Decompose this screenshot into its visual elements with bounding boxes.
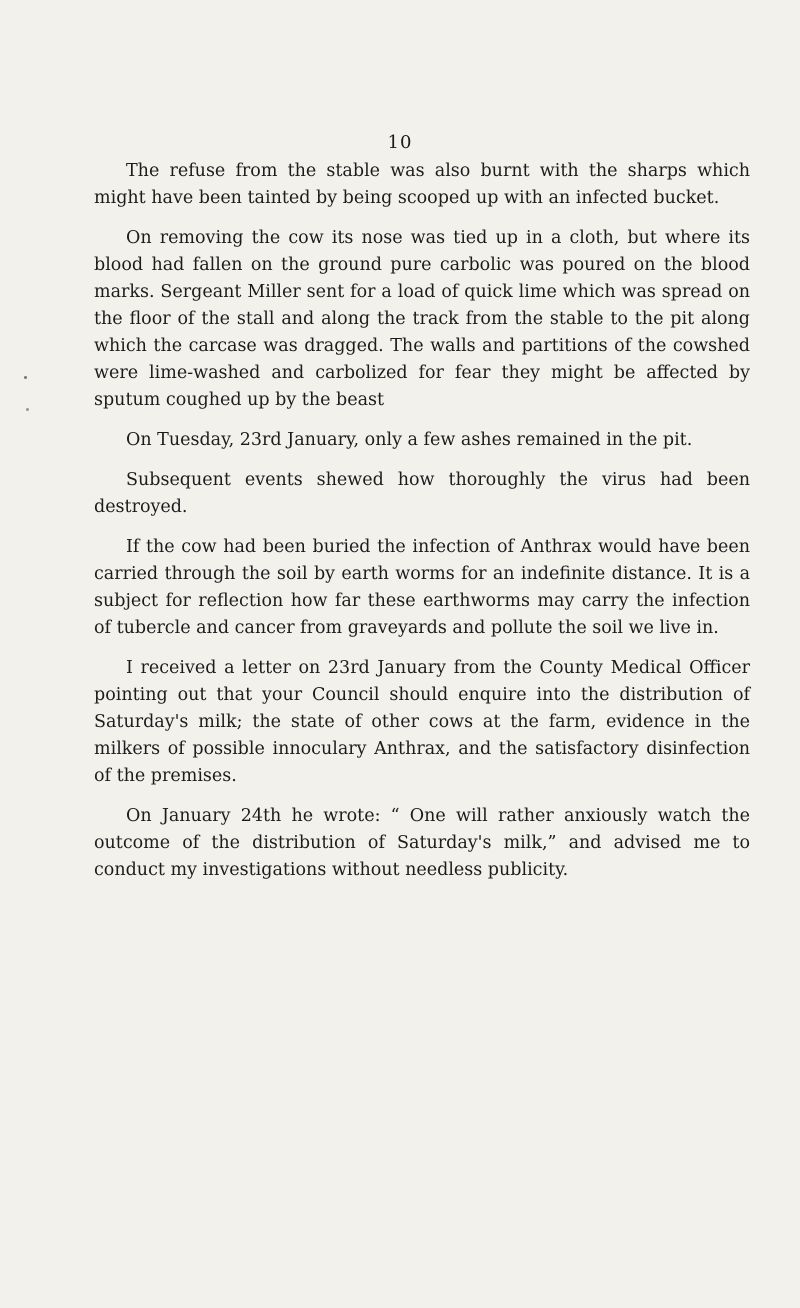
paragraph: If the cow had been buried the infection of Anthrax would have been carried through the soil by earth worms for an indefinite distance. It is a subject for reflection how far these earthworms may carry the infection of tubercle and cancer from graveyards and pollute the soil we live in. (94, 537, 750, 638)
paragraph: I received a letter on 23rd January from the County Medical Officer pointing out that your Council should enquire into the distribution of Saturday's milk; the state of other cows at the farm, evidence in the milkers of possible innoculary Anthrax, and the satisfactory disinfection of the premises. (94, 658, 750, 786)
paragraph: Subsequent events shewed how thoroughly the virus had been destroyed. (94, 470, 750, 517)
paragraph: The refuse from the stable was also burnt with the sharps which might have been tainted by being scooped up with an infected bucket. (94, 161, 750, 208)
paper-speck (24, 376, 27, 379)
body-text (94, 158, 750, 896)
paper-speck (26, 408, 29, 411)
paragraph: On January 24th he wrote: “ One will rather anxiously watch the outcome of the distribution of Saturday's milk,” and advised me to conduct my investigations without needless publicity. (94, 806, 750, 880)
paragraph: On removing the cow its nose was tied up in a cloth, but where its blood had fallen on the ground pure carbolic was poured on the blood marks. Sergeant Miller sent for a load of quick lime which was spread on the floor of the stall and along the track from the stable to the pit along which the carcase was dragged. The walls and partitions of the cowshed were lime-washed and carbolized for fear they might be affected by sputum coughed up by the beast (94, 228, 750, 410)
paragraph: On Tuesday, 23rd January, only a few ashes remained in the pit. (126, 430, 693, 450)
page-number: 10 (387, 132, 413, 153)
